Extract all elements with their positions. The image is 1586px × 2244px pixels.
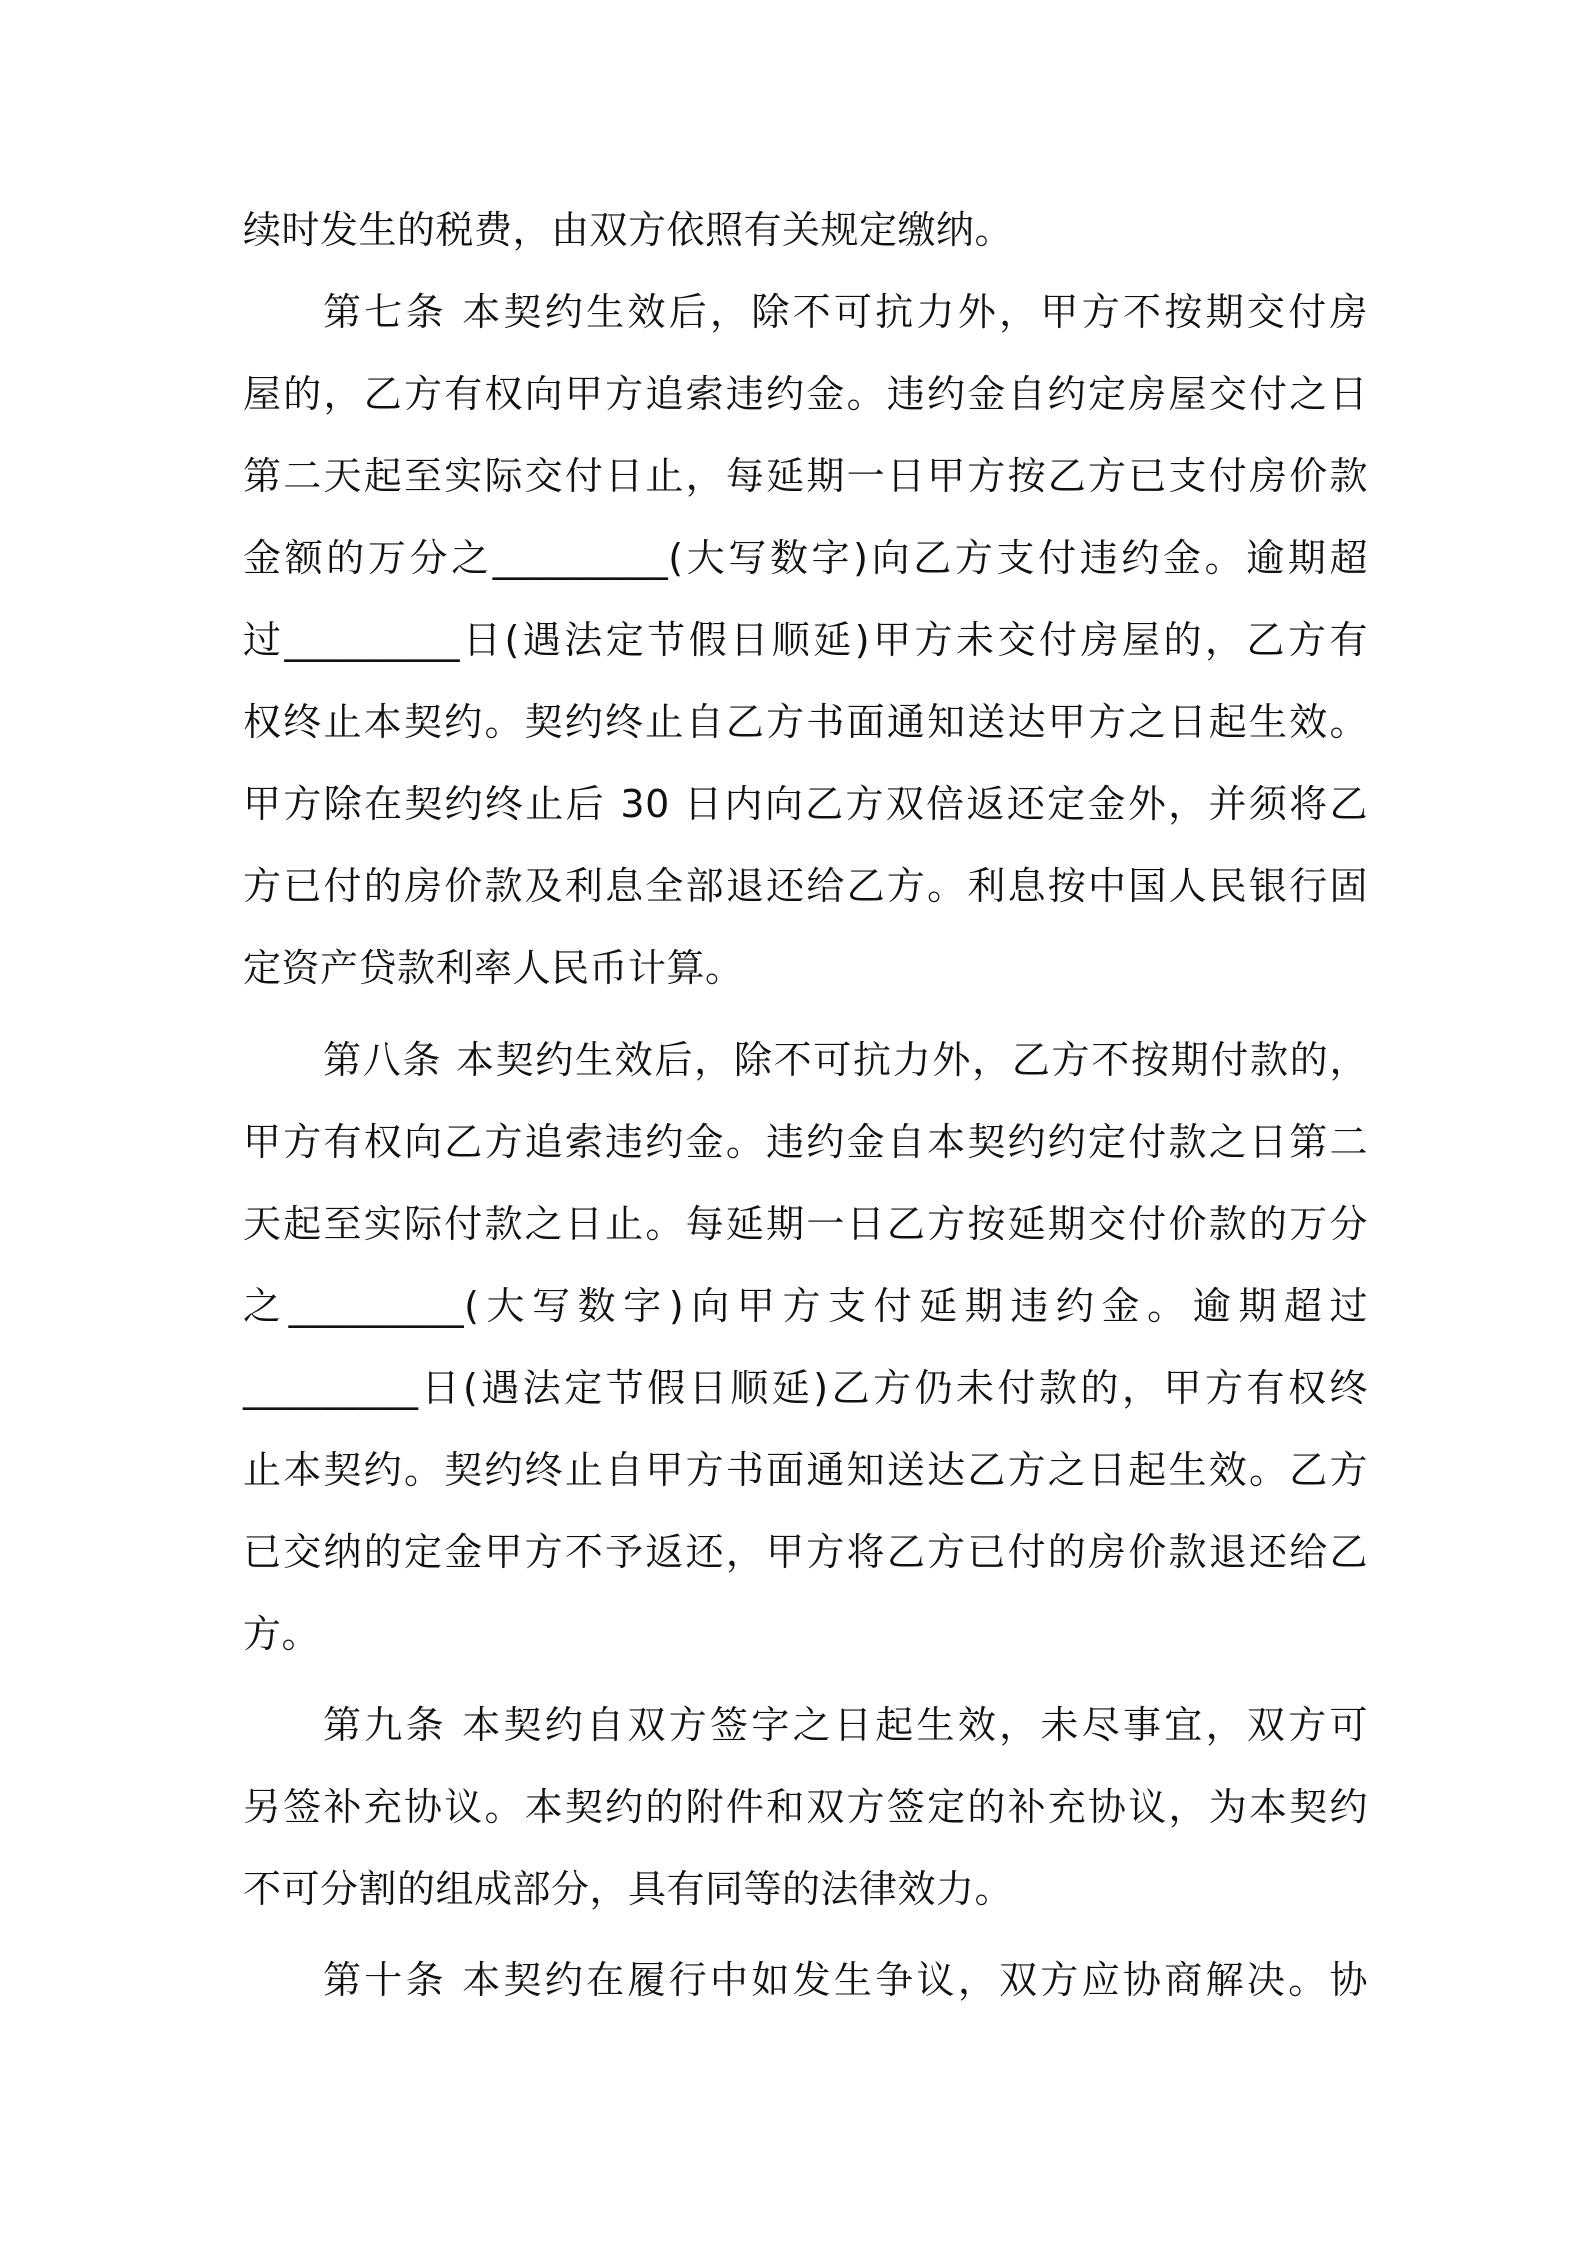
text-line: 屋的，乙方有权向甲方追索违约金。违约金自约定房屋交付之日: [243, 372, 1368, 416]
text-line: 定资产贷款利率人民币计算。: [243, 946, 744, 990]
text-line: 止本契约。契约终止自甲方书面通知送达乙方之日起生效。乙方: [243, 1448, 1368, 1492]
text-line: 第八条 本契约生效后，除不可抗力外，乙方不按期付款的，: [323, 1038, 1368, 1082]
text-line: 方已付的房价款及利息全部退还给乙方。利息按中国人民银行固: [243, 864, 1368, 908]
text-line: 甲方除在契约终止后 30 日内向乙方双倍返还定金外，并须将乙: [243, 782, 1368, 826]
text-line: 第七条 本契约生效后，除不可抗力外，甲方不按期交付房: [323, 290, 1368, 334]
text-line: 不可分割的组成部分，具有同等的法律效力。: [243, 1867, 1014, 1911]
text-line: 之_________(大写数字)向甲方支付延期违约金。逾期超过: [243, 1284, 1368, 1328]
text-line: _________日(遇法定节假日顺延)乙方仍未付款的，甲方有权终: [243, 1366, 1368, 1410]
text-line: 另签补充协议。本契约的附件和双方签定的补充协议，为本契约: [243, 1785, 1368, 1829]
text-line: 天起至实际付款之日止。每延期一日乙方按延期交付价款的万分: [243, 1202, 1368, 1246]
text-line: 第十条 本契约在履行中如发生争议，双方应协商解决。协: [323, 1958, 1368, 2002]
text-line: 权终止本契约。契约终止自乙方书面通知送达甲方之日起生效。: [243, 700, 1368, 744]
text-line: 金额的万分之_________(大写数字)向乙方支付违约金。逾期超: [243, 536, 1368, 580]
text-line: 方。: [243, 1612, 321, 1656]
text-line: 过_________日(遇法定节假日顺延)甲方未交付房屋的，乙方有: [243, 618, 1368, 662]
text-line: 第二天起至实际交付日止，每延期一日甲方按乙方已支付房价款: [243, 454, 1368, 498]
text-line: 甲方有权向乙方追索违约金。违约金自本契约约定付款之日第二: [243, 1120, 1368, 1164]
text-line: 续时发生的税费，由双方依照有关规定缴纳。: [243, 208, 1014, 252]
text-line: 第九条 本契约自双方签字之日起生效，未尽事宜，双方可: [323, 1703, 1368, 1747]
text-line: 已交纳的定金甲方不予返还，甲方将乙方已付的房价款退还给乙: [243, 1530, 1368, 1574]
